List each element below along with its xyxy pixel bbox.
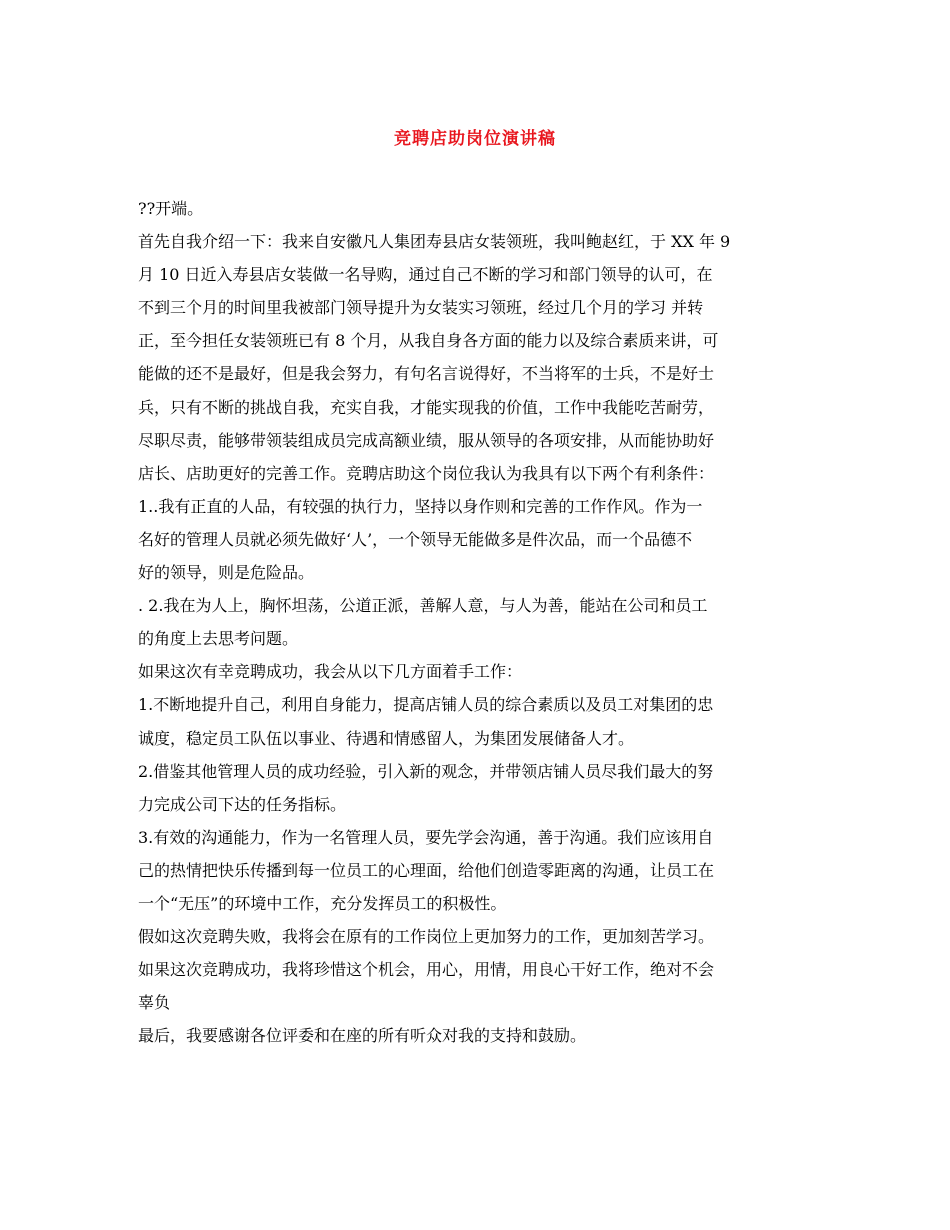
text-line: 一个“无压”的环境中工作，充分发挥员工的积极性。 xyxy=(138,893,507,913)
text-line: 不到三个月的时间里我被部门领导提升为女装实习领班，经过几个月的学习 并转 xyxy=(138,298,704,318)
text-line: 如果这次竞聘成功，我将珍惜这个机会，用心，用情，用良心干好工作，绝对不会 xyxy=(138,960,715,980)
text-line: . 2.我在为人上，胸怀坦荡，公道正派，善解人意，与人为善，能站在公司和员工 xyxy=(138,596,708,616)
text-line: 正，至今担任女装领班已有 8 个月，从我自身各方面的能力以及综合素质来讲，可 xyxy=(138,331,719,351)
text-line: 1..我有正直的人品，有较强的执行力，坚持以身作则和完善的工作作风。作为一 xyxy=(138,496,703,516)
text-line: 假如这次竞聘失败，我将会在原有的工作岗位上更加努力的工作，更加刻苦学习。 xyxy=(138,927,715,947)
text-line: 1.不断地提升自己，利用自身能力，提高店铺人员的综合素质以及员工对集团的忠 xyxy=(138,695,714,715)
text-line: 能做的还不是最好，但是我会努力，有句名言说得好，不当将军的士兵，不是好士 xyxy=(138,364,715,384)
text-line: 力完成公司下达的任务指标。 xyxy=(138,794,347,814)
text-line: 店长、店助更好的完善工作。竞聘店助这个岗位我认为我具有以下两个有利条件： xyxy=(138,463,715,483)
text-line: 2.借鉴其他管理人员的成功经验，引入新的观念，并带领店铺人员尽我们最大的努 xyxy=(138,761,714,781)
text-line: ??开端。 xyxy=(138,199,204,218)
text-line: 最后，我要感谢各位评委和在座的所有听众对我的支持和鼓励。 xyxy=(138,1026,587,1046)
text-line: 兵，只有不断的挑战自我，充实自我，才能实现我的价值，工作中我能吃苦耐劳， xyxy=(138,397,715,417)
text-line: 名好的管理人员就必须先做好‘人’，一个领导无能做多是件次品，而一个品德不 xyxy=(138,529,693,549)
text-line: 辜负 xyxy=(138,993,171,1013)
document-title: 竞聘店助岗位演讲稿 xyxy=(394,129,556,149)
text-line: 好的领导，则是危险品。 xyxy=(138,563,315,583)
text-line: 尽职尽责，能够带领装组成员完成高额业绩，服从领导的各项安排，从而能协助好 xyxy=(138,430,715,450)
text-line: 首先自我介绍一下：我来自安徽凡人集团寿县店女装领班，我叫鲍赵红，于 XX 年 9 xyxy=(138,232,731,252)
text-line: 诚度，稳定员工队伍以事业、待遇和情感留人，为集团发展储备人才。 xyxy=(138,728,635,748)
text-line: 月 10 日近入寿县店女装做一名导购，通过自己不断的学习和部门领导的认可，在 xyxy=(138,265,713,285)
text-line: 己的热情把快乐传播到每一位员工的心理面，给他们创造零距离的沟通，让员工在 xyxy=(138,860,715,880)
text-line: 的角度上去思考问题。 xyxy=(138,629,299,649)
text-line: 如果这次有幸竞聘成功，我会从以下几方面着手工作： xyxy=(138,662,523,682)
text-line: 3.有效的沟通能力，作为一名管理人员，要先学会沟通，善于沟通。我们应该用自 xyxy=(138,827,714,847)
document-body xyxy=(138,192,814,1052)
